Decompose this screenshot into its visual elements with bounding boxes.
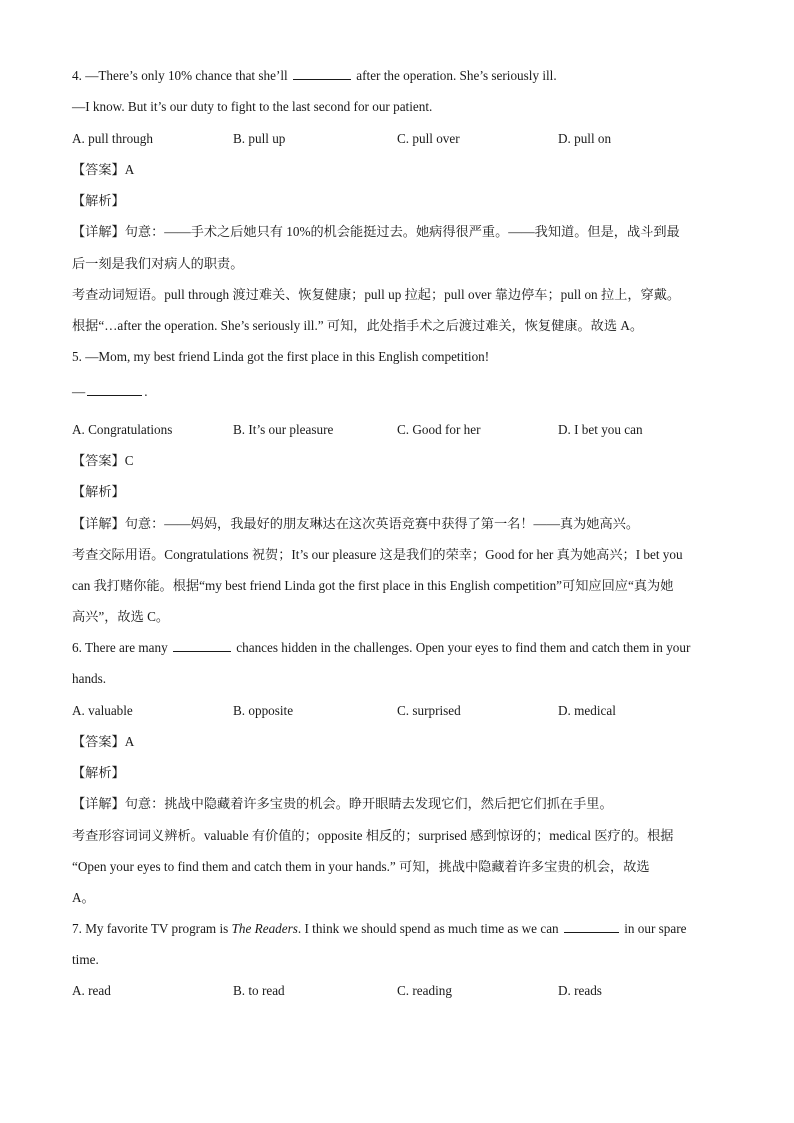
question-text: after the operation. She’s seriously ill. bbox=[356, 68, 557, 83]
question-5-stem: 5. —Mom, my best friend Linda got the first place in this English competition! bbox=[72, 349, 490, 364]
answer-blank bbox=[173, 639, 231, 652]
question-5-response bbox=[72, 383, 722, 401]
answer-blank bbox=[87, 383, 142, 396]
answer-label: 【答案】C bbox=[72, 453, 134, 468]
option-b: B. It’s our pleasure bbox=[233, 422, 334, 437]
answer-label: 【答案】A bbox=[72, 734, 135, 749]
question-7-stem-cont: time. bbox=[72, 952, 99, 967]
detail-text: 【详解】句意：——妈妈，我最好的朋友琳达在这次英语竞赛中获得了第一名！——真为她高兴。 bbox=[72, 516, 640, 531]
option-a: A. read bbox=[72, 983, 111, 998]
question-text: chances hidden in the challenges. Open your eyes to find them and catch them in your bbox=[236, 640, 691, 655]
option-a: A. pull through bbox=[72, 131, 153, 146]
detail-text: 根据“…after the operation. She’s seriously ill.” 可知，此处指手术之后渡过难关，恢复健康。故选 A。 bbox=[72, 318, 644, 333]
question-text: 7. My favorite TV program is bbox=[72, 921, 232, 936]
question-4-stem bbox=[72, 67, 722, 85]
question-5-options bbox=[72, 421, 722, 439]
option-d: D. reads bbox=[558, 983, 602, 998]
option-c: C. Good for her bbox=[397, 422, 481, 437]
option-c: C. reading bbox=[397, 983, 452, 998]
option-c: C. surprised bbox=[397, 703, 461, 718]
question-7-options bbox=[72, 982, 722, 1000]
question-6-stem-cont: hands. bbox=[72, 671, 107, 686]
detail-text: 考查动词短语。pull through 渡过难关、恢复健康；pull up 拉起；pull over 靠边停车；pull on 拉上，穿戴。 bbox=[72, 287, 681, 302]
detail-text: 高兴”，故选 C。 bbox=[72, 609, 170, 624]
question-text: . bbox=[144, 384, 148, 399]
program-title: The Readers bbox=[231, 921, 298, 936]
question-6-stem bbox=[72, 639, 722, 657]
question-text: — bbox=[72, 384, 86, 399]
question-7-stem bbox=[72, 920, 722, 938]
option-d: D. I bet you can bbox=[558, 422, 643, 437]
option-c: C. pull over bbox=[397, 131, 460, 146]
answer-label: 【答案】A bbox=[72, 162, 135, 177]
option-d: D. pull on bbox=[558, 131, 612, 146]
question-text: 4. —There’s only 10% chance that she’ll bbox=[72, 68, 288, 83]
answer-blank bbox=[293, 67, 351, 80]
answer-blank bbox=[564, 920, 619, 933]
option-a: A. valuable bbox=[72, 703, 133, 718]
detail-text: can 我打赌你能。根据“my best friend Linda got the first place in this English competition”可知应回应“真为她 bbox=[72, 578, 674, 593]
detail-text: 考查交际用语。Congratulations 祝贺；It’s our pleasure 这是我们的荣幸；Good for her 真为她高兴；I bet you bbox=[72, 547, 683, 562]
detail-text: 考查形容词词义辨析。valuable 有价值的；opposite 相反的；surprised 感到惊讶的；medical 医疗的。根据 bbox=[72, 828, 674, 843]
detail-text: 后一刻是我们对病人的职责。 bbox=[72, 256, 244, 271]
option-d: D. medical bbox=[558, 703, 616, 718]
question-text: in our spare bbox=[624, 921, 687, 936]
detail-text: 【详解】句意：挑战中隐藏着许多宝贵的机会。睁开眼睛去发现它们，然后把它们抓在手里。 bbox=[72, 796, 613, 811]
analysis-label: 【解析】 bbox=[72, 193, 125, 208]
analysis-label: 【解析】 bbox=[72, 484, 125, 499]
option-b: B. opposite bbox=[233, 703, 294, 718]
detail-text: “Open your eyes to find them and catch them in your hands.” 可知，挑战中隐藏着许多宝贵的机会，故选 bbox=[72, 859, 650, 874]
option-b: B. pull up bbox=[233, 131, 286, 146]
option-a: A. Congratulations bbox=[72, 422, 173, 437]
question-text: . I think we should spend as much time as we can bbox=[297, 921, 559, 936]
question-6-options bbox=[72, 702, 722, 720]
question-4-dialog: —I know. But it’s our duty to fight to the last second for our patient. bbox=[72, 99, 433, 114]
detail-text: 【详解】句意：——手术之后她只有 10%的机会能挺过去。她病得很严重。——我知道。但是，战斗到最 bbox=[72, 224, 680, 239]
option-b: B. to read bbox=[233, 983, 285, 998]
analysis-label: 【解析】 bbox=[72, 765, 125, 780]
question-text: 6. There are many bbox=[72, 640, 168, 655]
detail-text: A。 bbox=[72, 890, 95, 905]
question-4-options bbox=[72, 130, 722, 148]
